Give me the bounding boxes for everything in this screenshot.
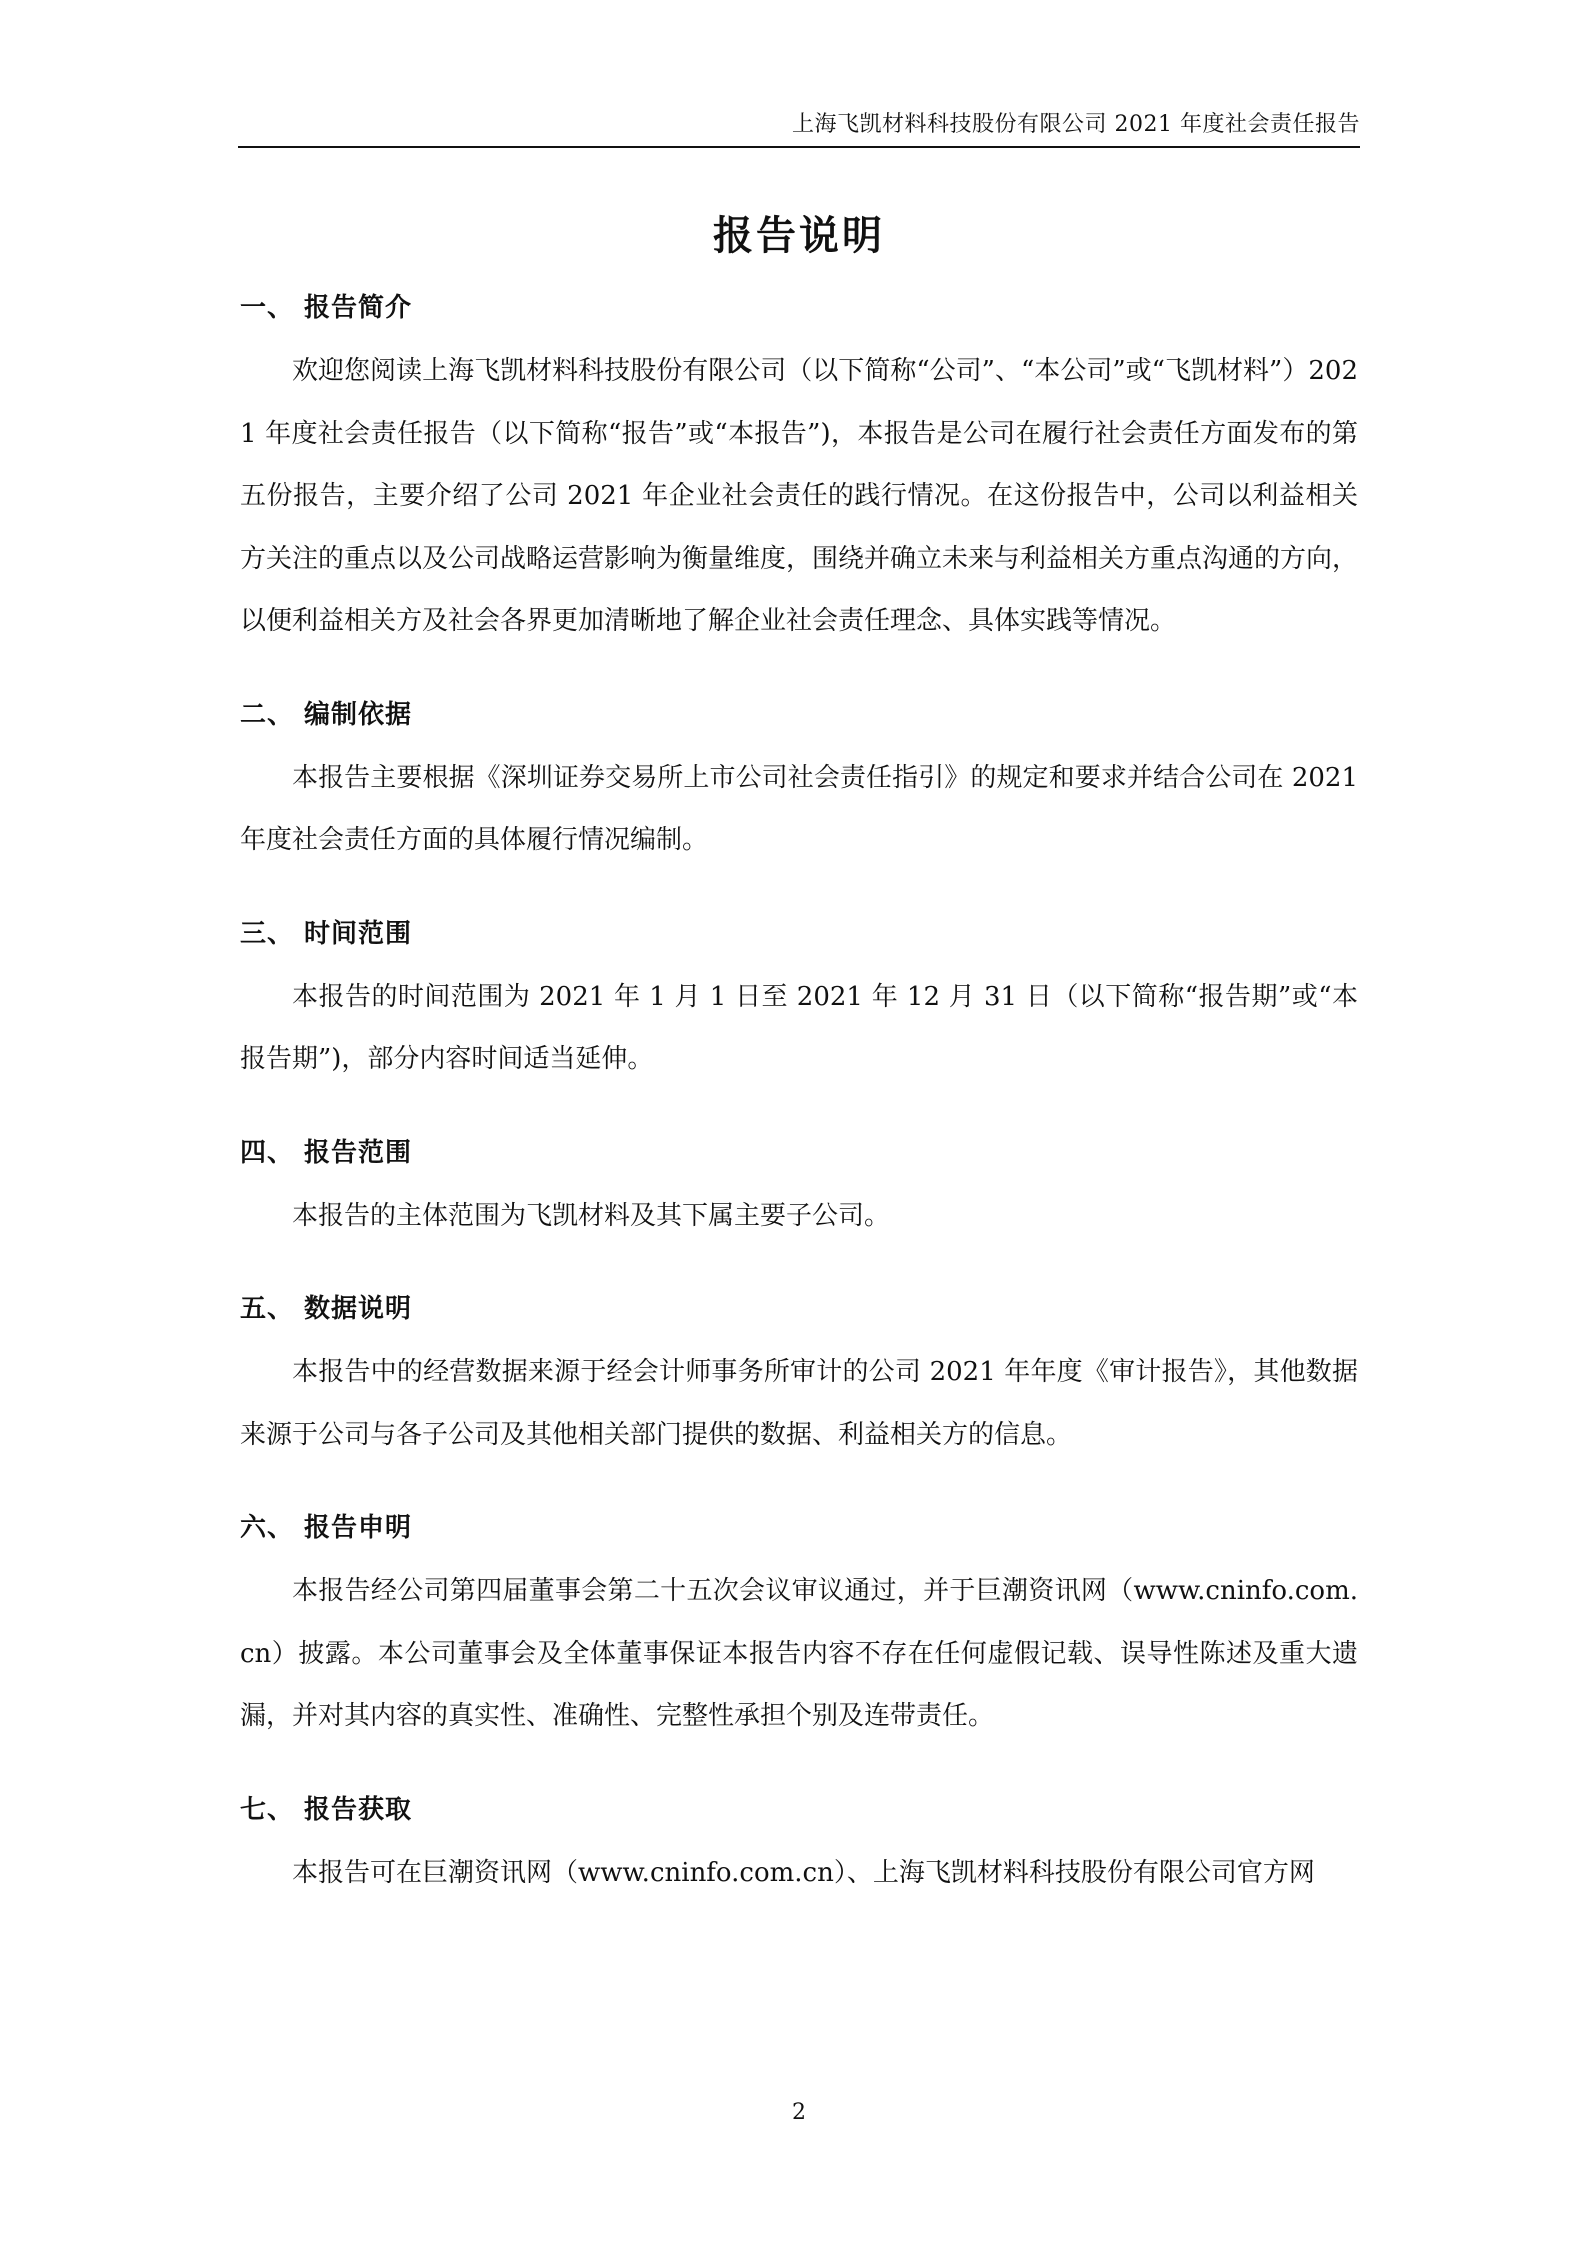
section-scope xyxy=(240,1133,1358,1248)
page-number: 2 xyxy=(792,2100,806,2125)
section-data-notes xyxy=(240,1289,1358,1466)
section-paragraph: 欢迎您阅读上海飞凯材料科技股份有限公司（以下简称“公司”、“本公司”或“飞凯材料”）2021 年度社会责任报告（以下简称“报告”或“本报告”)，本报告是公司在履行社会责任方面发布的第五份报告，主要介绍了公司 2021 年企业社会责任的践行情况。在这份报告中，公司以利益相关方关注的重点以及公司战略运营影响为衡量维度，围绕并确立未来与利益相关方重点沟通的方向，以便利益相关方及社会各界更加清晰地了解企业社会责任理念、具体实践等情况。 xyxy=(240,356,1359,636)
section-heading: 五、 数据说明 xyxy=(240,1294,413,1324)
section-paragraph: 本报告经公司第四届董事会第二十五次会议审议通过，并于巨潮资讯网（www.cninfo.com.cn）披露。本公司董事会及全体董事保证本报告内容不存在任何虚假记载、误导性陈述及重大遗漏，并对其内容的真实性、准确性、完整性承担个别及连带责任。 xyxy=(240,1576,1358,1731)
section-paragraph: 本报告的主体范围为飞凯材料及其下属主要子公司。 xyxy=(292,1200,891,1231)
section-paragraph: 本报告主要根据《深圳证券交易所上市公司社会责任指引》的规定和要求并结合公司在 2021 年度社会责任方面的具体履行情况编制。 xyxy=(240,762,1358,855)
header-rule xyxy=(238,146,1360,148)
running-header: 上海飞凯材料科技股份有限公司 2021 年度社会责任报告 xyxy=(792,112,1360,137)
report-body xyxy=(240,288,1358,1946)
section-paragraph: 本报告中的经营数据来源于经会计师事务所审计的公司 2021 年年度《审计报告》，其他数据来源于公司与各子公司及其他相关部门提供的数据、利益相关方的信息。 xyxy=(240,1357,1358,1450)
section-heading: 六、 报告申明 xyxy=(240,1513,413,1543)
section-paragraph: 本报告可在巨潮资讯网（www.cninfo.com.cn）、上海飞凯材料科技股份有限公司官方网 xyxy=(292,1857,1315,1888)
section-heading: 三、 时间范围 xyxy=(240,918,413,949)
section-statement xyxy=(240,1508,1358,1748)
section-heading: 二、 编制依据 xyxy=(240,699,413,730)
section-heading: 七、 报告获取 xyxy=(240,1794,413,1825)
section-heading: 四、 报告范围 xyxy=(240,1137,413,1168)
section-paragraph: 本报告的时间范围为 2021 年 1 月 1 日至 2021 年 12 月 31 日（以下简称“报告期”或“本报告期”)，部分内容时间适当延伸。 xyxy=(240,981,1358,1074)
section-access xyxy=(240,1790,1358,1905)
section-heading: 一、 报告简介 xyxy=(240,293,413,323)
page-title: 报告说明 xyxy=(713,212,885,259)
section-basis xyxy=(240,695,1358,872)
section-time-range xyxy=(240,914,1358,1091)
section-introduction xyxy=(240,288,1358,653)
